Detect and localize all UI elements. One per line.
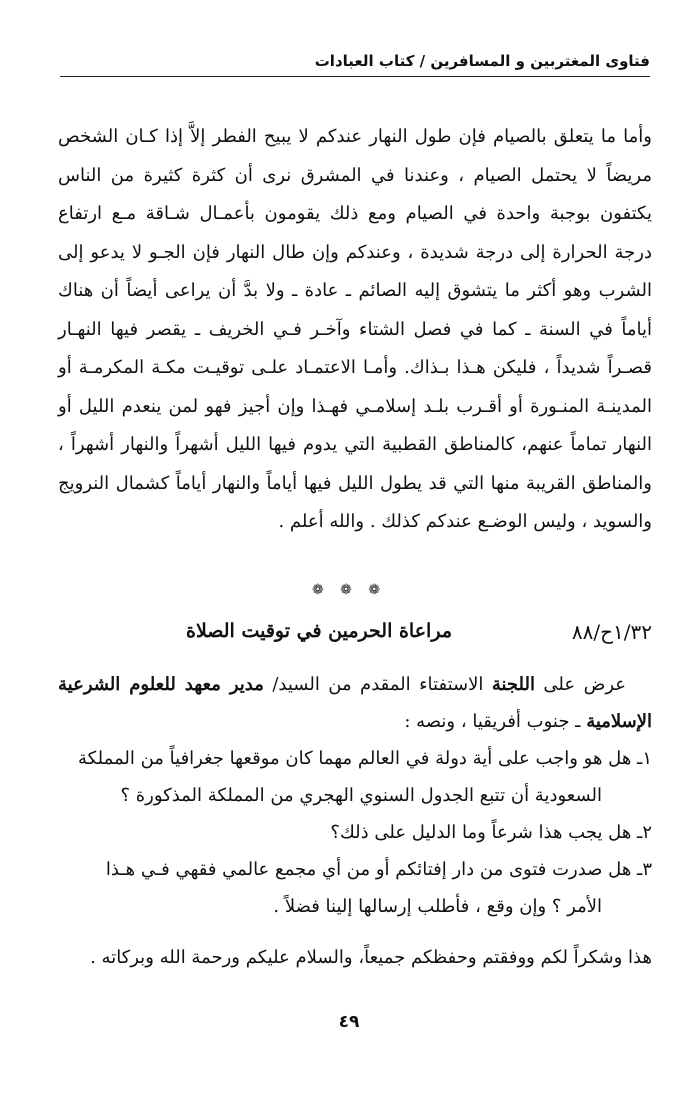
question-intro [58,666,652,740]
question-continuation: السعودية أن تتبع الجدول السنوي الهجري من المملكة المذكورة ؟ [120,785,602,806]
page-number: ٤٩ [338,1012,360,1032]
question-number: ٣ـ [637,859,652,880]
question-continuation: الأمر ؟ وإن وقع ، فأطلب إرسالها إلينا فضلاً . [273,896,602,917]
answer-paragraph: وأما ما يتعلق بالصيام فإن طول النهار عندكم لا يبيح الفطر إلاَّ إذا كـان الشخص مريضاً لا يحتمل الصيام ، وعندنا في المشرق نرى أن كثرة كثيرة من الناس يكتفون بوجبة واحدة في الصيام ومع ذلك يقومون بأعمـال شـاقة مـع ارتفاع درجة الحرارة إلى درجة شديدة ، وعندكم وإن طال النهار فإن الجـو لا يدعو إلى الشرب وهو أكثر ما يتشوق إليه الصائم ـ عادة ـ ولا بدَّ أن يراعى أيضاً أن هناك أياماً في السنة ـ كما في فصل الشتاء وآخـر فـي الخريف ـ يقصر فيها النهـار قصـراً شديداً ، فليكن هـذا بـذاك. وأمـا الاعتمـاد علـى توقيـت مكـة المكرمـة أو المدينـة المنـورة أو أقـرب بلـد إسلامـي فهـذا وإن أجيز فهو لمن ينعدم الليل أو النهار تماماً عنهم، كالمناطق القطبية التي يدوم فيها الليل أشهراً والنهار أشهراً ، والمناطق القريبة منها التي قد يطول الليل فيها أياماً والنهار أياماً كشمال النرويج والسويد ، وليس الوضـع عندكم كذلك . والله أعلم . [58,126,652,532]
question-text: هل يجب هذا شرعاً وما الدليل على ذلك؟ [330,822,632,843]
answer-body [58,118,652,542]
fatwa-title: مراعاة الحرمين في توقيت الصلاة [186,620,452,642]
fatwa-number: ١/٣٢ح/٨٨ [571,620,652,644]
question-item-3 [58,851,652,888]
question-item-2 [58,814,652,851]
intro-prefix: عرض على [543,674,626,695]
institute-name: مدير معهد للعلوم الشرعية الإسلامية [58,674,652,732]
question-number: ١ـ [637,748,652,769]
running-header: فتاوى المغتربين و المسافرين / كتاب العبادات [60,52,650,77]
question-text: هل هو واجب على أية دولة في العالم مهما كان موقعها جغرافياً من المملكة [78,748,632,769]
fatwa-heading [58,620,652,654]
question-text: هل صدرت فتوى من دار إفتائكم أو من أي مجمع عالمي فقهي فـي هـذا [105,859,632,880]
committee-name: اللجنة [491,674,535,695]
question-number: ٢ـ [637,822,652,843]
question-item-1 [58,740,652,777]
section-ornament: ❁ ❁ ❁ [311,582,387,598]
intro-middle: الاستفتاء المقدم من السيد/ [272,674,484,695]
question-block [58,666,652,925]
intro-suffix: ـ جنوب أفريقيا ، ونصه : [404,711,581,732]
closing-line: هذا وشكراً لكم ووفقتم وحفظكم جميعاً، والسلام عليكم ورحمة الله وبركاته . [90,947,652,968]
